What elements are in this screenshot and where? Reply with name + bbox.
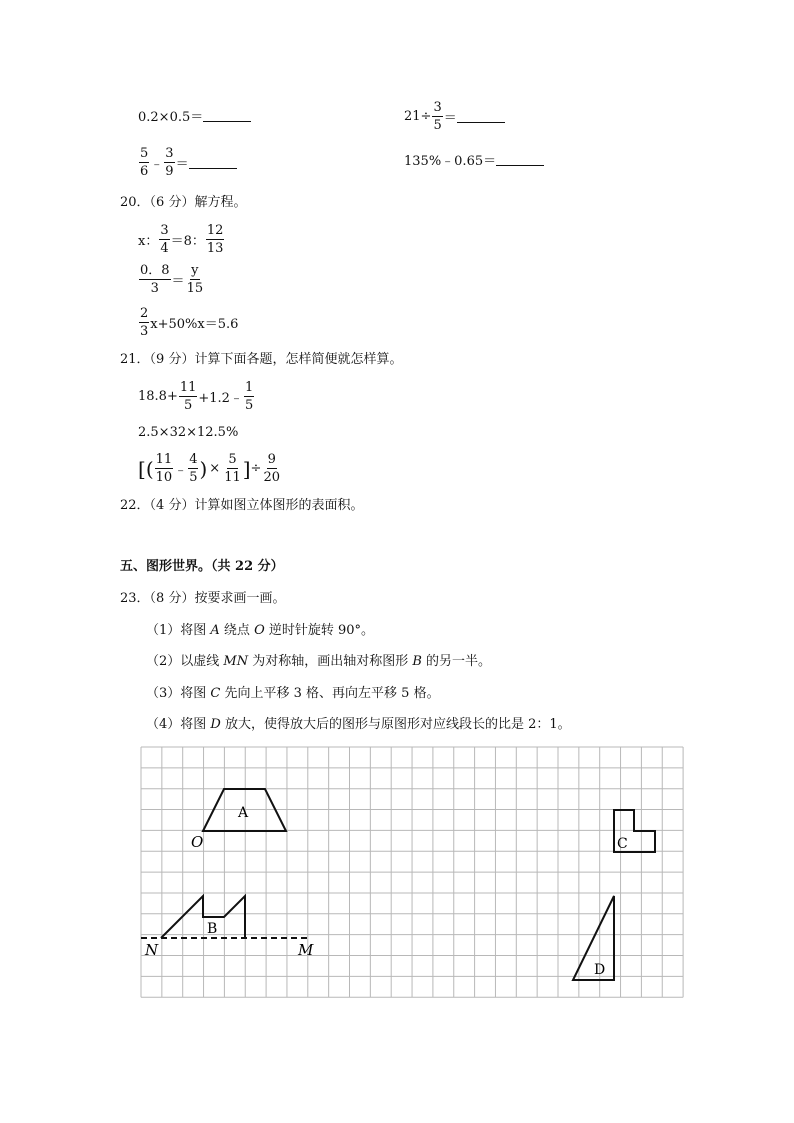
- item-text: （1）将图: [146, 623, 211, 638]
- fraction: [244, 380, 254, 413]
- fraction: [188, 452, 198, 485]
- q23-item-3: [146, 686, 440, 702]
- eq-text: x+50%x＝5.6: [150, 317, 239, 332]
- denominator: 20: [263, 470, 280, 485]
- label-c: C: [617, 836, 628, 852]
- denominator: 4: [160, 241, 169, 256]
- section5-title: 五、图形世界。（共 22 分）: [120, 559, 284, 574]
- denominator: 5: [433, 118, 442, 133]
- variable: D: [210, 717, 221, 732]
- denominator: 15: [186, 281, 204, 296]
- fraction: [432, 100, 442, 133]
- numerator: 5: [140, 146, 149, 161]
- q22-title: 22．（4 分）计算如图立体图形的表面积。: [120, 498, 364, 513]
- item-text: 为对称轴，画出轴对称图形: [248, 654, 413, 669]
- denominator: 13: [206, 241, 224, 256]
- q23-item-1: [146, 623, 374, 639]
- denominator: 3: [140, 324, 149, 339]
- variable: B: [412, 654, 422, 669]
- bracket: [: [138, 456, 146, 481]
- label-b: B: [207, 921, 218, 937]
- calc-row1-left: [138, 106, 251, 125]
- equals-sign: ＝: [175, 157, 189, 172]
- variable: O: [254, 623, 265, 638]
- fraction: [139, 306, 149, 339]
- calc-expression: 135%﹣0.65＝: [404, 154, 497, 169]
- fraction: [206, 223, 225, 256]
- times-sign: ×: [209, 461, 221, 476]
- equals-sign: ＝: [443, 111, 457, 126]
- expr-text: 18.8+: [138, 389, 178, 404]
- denominator: 5: [244, 398, 254, 413]
- eq-text: ＝: [171, 274, 185, 289]
- divide-sign: ÷: [250, 461, 262, 476]
- label-n: N: [145, 941, 159, 959]
- numerator: 12: [206, 223, 224, 238]
- item-text: （2）以虚线: [146, 654, 224, 669]
- expr-text: +1.2﹣: [198, 391, 243, 406]
- minus-sign: ﹣: [150, 157, 164, 172]
- numerator: 5: [228, 452, 237, 467]
- numerator: 2: [140, 306, 149, 321]
- fraction: [139, 263, 171, 296]
- label-o: O: [191, 833, 204, 851]
- fraction: [179, 380, 198, 413]
- item-text: 先向上平移 3 格、再向左平移 5 格。: [220, 686, 440, 701]
- q23-item-4: [146, 717, 571, 733]
- variable: MN: [223, 654, 249, 669]
- answer-blank[interactable]: [203, 109, 251, 122]
- fraction: [164, 146, 174, 179]
- calc-row2-left: [138, 146, 237, 179]
- calc-expression: 0.2×0.5＝: [138, 110, 204, 125]
- fraction: [186, 263, 205, 296]
- numerator: y: [191, 263, 199, 278]
- q23-item-2: [146, 654, 491, 670]
- denominator: 5: [189, 470, 198, 485]
- q21-title: 21．（9 分）计算下面各题，怎样简便就怎样算。: [120, 352, 403, 367]
- label-m: M: [298, 941, 314, 959]
- q21-expression-2: 2.5×32×12.5%: [138, 425, 239, 440]
- denominator: 9: [165, 164, 174, 179]
- fraction: [159, 223, 169, 256]
- fraction: [223, 452, 242, 485]
- bracket: ]: [242, 456, 251, 481]
- numerator: 0．8: [140, 263, 170, 278]
- q20-equation-2: [138, 263, 205, 296]
- numerator: 11: [155, 452, 173, 467]
- denominator: 11: [224, 470, 241, 485]
- numerator: 11: [179, 380, 197, 395]
- shape-a-trapezoid: [203, 789, 286, 831]
- fraction: [155, 452, 174, 485]
- label-a: A: [238, 805, 249, 821]
- item-text: 逆时针旋转 90°。: [264, 623, 375, 638]
- numerator: 3: [160, 223, 169, 238]
- grid-lines: [141, 747, 683, 997]
- q23-title: 23．（8 分）按要求画一画。: [120, 591, 286, 606]
- calc-row2-right: [404, 150, 544, 169]
- denominator: 5: [183, 398, 193, 413]
- numerator: 3: [165, 146, 174, 161]
- variable: C: [210, 686, 221, 701]
- numerator: 3: [433, 100, 442, 115]
- paren: (: [145, 456, 154, 481]
- answer-blank[interactable]: [457, 110, 505, 123]
- item-text: 的另一半。: [421, 654, 492, 669]
- item-text: （4）将图: [146, 717, 211, 732]
- shape-d-triangle: [573, 896, 614, 980]
- answer-blank[interactable]: [496, 153, 544, 166]
- numerator: 1: [244, 380, 254, 395]
- minus-sign: ﹣: [174, 463, 188, 478]
- fraction: [262, 452, 281, 485]
- q21-expression-3: [138, 452, 282, 485]
- item-text: 放大，使得放大后的图形与原图形对应线段长的比是 2：1。: [220, 717, 571, 732]
- calc-expression-pre: 21÷: [404, 109, 432, 124]
- paren: ): [199, 456, 208, 481]
- q20-equation-1: [138, 223, 225, 256]
- q21-expression-1: [138, 380, 255, 413]
- q20-title: 20．（6 分）解方程。: [120, 195, 247, 210]
- shape-b-half: [161, 896, 245, 938]
- item-text: 绕点: [219, 623, 255, 638]
- eq-text: ＝8：: [170, 234, 205, 249]
- denominator: 3: [150, 281, 159, 296]
- denominator: 6: [140, 164, 149, 179]
- variable: A: [210, 623, 220, 638]
- shape-c-l-shape: [614, 810, 655, 852]
- fraction: [139, 146, 149, 179]
- denominator: 10: [155, 470, 173, 485]
- item-text: （3）将图: [146, 686, 211, 701]
- calc-row1-right: [404, 100, 505, 133]
- answer-blank[interactable]: [189, 156, 237, 169]
- eq-text: x：: [138, 234, 159, 249]
- q20-equation-3: [138, 306, 238, 339]
- numerator: 9: [267, 452, 276, 467]
- label-d: D: [594, 962, 606, 978]
- numerator: 4: [189, 452, 198, 467]
